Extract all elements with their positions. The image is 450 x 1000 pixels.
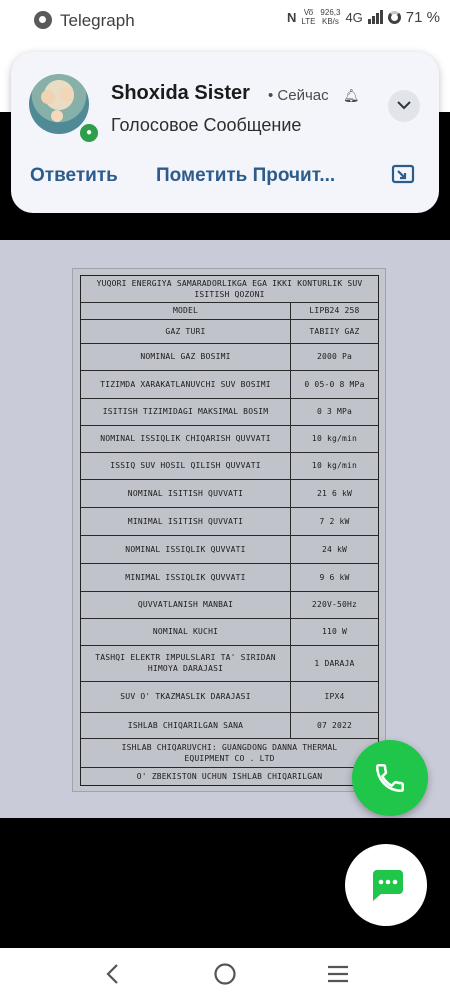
plate-row-label: NOMINAL GAZ BOSIMI: [81, 343, 291, 370]
plate-row-label: NOMINAL ISSIQLIK QUVVATI: [81, 535, 291, 563]
plate-row-label: NOMINAL KUCHI: [81, 618, 291, 645]
heads-up-notification[interactable]: [11, 52, 439, 213]
plate-row-label: ISSIQ SUV HOSIL QILISH QUVVATI: [81, 452, 291, 479]
status-app-name: Telegraph: [60, 11, 135, 30]
plate-row-value: 10 kg/min: [311, 461, 358, 470]
plate-row-label: GAZ TURI: [81, 319, 291, 343]
signal-icon: [368, 10, 383, 24]
plate-row-value: TABIIY GAZ: [309, 326, 360, 336]
plate-row-value: 10 kg/min: [311, 434, 358, 443]
call-button[interactable]: [352, 740, 428, 816]
plate-row-value: 07 2022: [316, 720, 353, 730]
plate-row: [81, 398, 378, 426]
plate-row: [81, 618, 378, 646]
speed-unit: KB/s: [321, 17, 339, 26]
plate-row-value: 21 6 kW: [316, 488, 353, 498]
plate-header: YUQORI ENERGIYA SAMARADORLIKGA EGA IKKI KONTURLIK SUV ISITISH QOZONI: [81, 276, 378, 303]
chat-bubble-icon: [367, 866, 405, 904]
plate-row-value: 0 3 MPa: [316, 407, 353, 416]
reply-button[interactable]: Ответить: [30, 165, 118, 186]
home-icon: [213, 962, 237, 986]
plate-row-value: 0 05-0 8 MPa: [304, 379, 365, 389]
volte-indicator: [301, 8, 315, 26]
plate-row-value: 220V-50Hz: [311, 600, 358, 609]
mark-read-button[interactable]: Пометить Прочит...: [156, 165, 336, 186]
plate-row-label: TASHQI ELEKTR IMPULSLARI TA' SIRIDAN HIMOYA DARAJASI: [81, 645, 291, 681]
plate-row: [81, 319, 378, 344]
plate-row-value: IPX4: [324, 692, 345, 701]
plate-row-label: TIZIMDA XARAKATLANUVCHI SUV BOSIMI: [81, 370, 291, 398]
plate-row-value: 2000 Pa: [316, 352, 353, 361]
notification-time: • Сейчас: [268, 87, 329, 104]
plate-row: [81, 535, 378, 564]
plate-row: [81, 681, 378, 713]
plate-row-label: QUVVATLANISH MANBAI: [81, 591, 291, 618]
rating-plate-photo: [72, 268, 386, 792]
notification-message: Голосовое Сообщение: [111, 115, 302, 135]
plate-row-label: MINIMAL ISITISH QUVVATI: [81, 507, 291, 535]
network-type: 4G: [345, 9, 363, 25]
open-in-app-icon[interactable]: [391, 164, 415, 184]
speed-value: 926,3: [320, 8, 341, 17]
plate-row-label: MINIMAL ISSIQLIK QUVVATI: [81, 563, 291, 591]
plate-row: [81, 712, 378, 739]
notification-sender: Shoxida Sister: [111, 82, 250, 104]
plate-row-value: 9 6 kW: [319, 572, 350, 582]
plate-row: [81, 302, 378, 320]
battery-percent: 71 %: [405, 8, 440, 26]
expand-button[interactable]: [388, 90, 420, 122]
back-button[interactable]: [92, 958, 132, 990]
plate-row-value: 1 DARAJA: [314, 658, 355, 668]
volte-bottom: LTE: [301, 17, 316, 26]
app-badge-icon: ●: [78, 122, 100, 144]
battery-icon: [388, 11, 401, 24]
network-speed: [320, 8, 340, 26]
plate-row-label: ISHLAB CHIQARILGAN SANA: [81, 712, 291, 738]
plate-row: [81, 563, 378, 592]
plate-row: [81, 479, 378, 508]
plate-row: [81, 507, 378, 536]
plate-row-value: LIPB24 258: [309, 306, 360, 315]
status-bar: [0, 0, 450, 42]
navigation-bar: [0, 948, 450, 1000]
recents-button[interactable]: [318, 958, 358, 990]
chat-button[interactable]: [345, 844, 427, 926]
plate-row-value: 7 2 kW: [319, 516, 350, 526]
back-icon: [105, 963, 119, 985]
nfc-icon: N: [286, 9, 297, 25]
telegraph-app-icon: [34, 11, 52, 29]
plate-row-value: 110 W: [321, 627, 348, 636]
plate-row-label: ISITISH TIZIMIDAGI MAKSIMAL BOSIM: [81, 398, 291, 425]
plate-row: [81, 645, 378, 682]
bell-icon: 🔔︎: [343, 88, 360, 103]
plate-row-label: NOMINAL ISITISH QUVVATI: [81, 479, 291, 507]
plate-row-value: 24 kW: [321, 544, 348, 554]
plate-row: [81, 370, 378, 399]
recents-icon: [326, 964, 350, 984]
plate-manufacturer: ISHLAB CHIQARUVCHI: GUANGDONG DANNA THERMAL EQUIPMENT CO . LTD: [81, 738, 378, 768]
photo-viewer[interactable]: [0, 240, 450, 818]
status-indicators: [287, 8, 440, 26]
volte-top: Vo̅: [303, 8, 314, 17]
plate-footer: O' ZBEKISTON UCHUN ISHLAB CHIQARILGAN: [136, 772, 323, 781]
home-button[interactable]: [205, 958, 245, 990]
plate-row-label: SUV O' TKAZMASLIK DARAJASI: [81, 681, 291, 712]
plate-row: [81, 425, 378, 453]
plate-row-label: MODEL: [81, 302, 291, 319]
plate-row: [81, 343, 378, 371]
plate-row: [81, 452, 378, 480]
chevron-down-icon: [397, 100, 411, 110]
rating-plate-table: [80, 275, 379, 786]
plate-row: [81, 591, 378, 619]
plate-row-label: NOMINAL ISSIQLIK CHIQARISH QUVVATI: [81, 425, 291, 452]
phone-icon: [373, 761, 407, 795]
